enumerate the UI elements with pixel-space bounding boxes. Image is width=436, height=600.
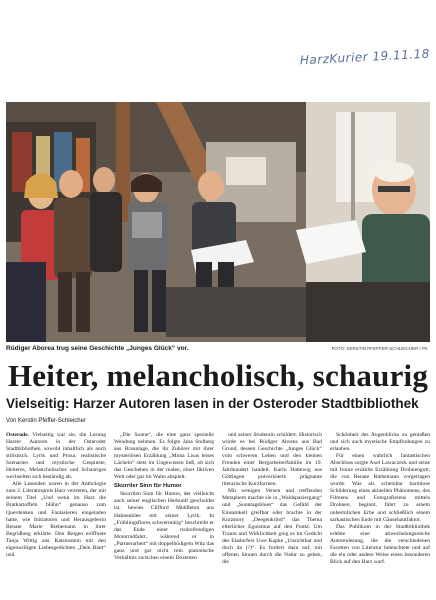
photo-caption: Rüdiger Aborea trug seine Geschichte „Junges Glück“ vor.	[6, 345, 189, 352]
article-column	[114, 432, 214, 596]
article-subheadline: Vielseitig: Harzer Autoren lasen in der Osteroder Stadtbibliothek	[6, 396, 419, 411]
paragraph-text: Vielseitig war sie, die Lesung Harzer Autoren in der Osteroder Stadtbibliothek, sowohl inhaltlich als auch stilistisch. Lyrik und Prosa, realistische Szenarien und mystische Gespinste, Heiteres, Melancholisches und Schauriges wechselten sich beständig ab.	[6, 432, 106, 481]
paragraph-text: Das Publikum in der Stadtbibliothek erlebte eine abwechslungsreiche Autorenlesung, die die verschiedenen Facetten von Literatur beleuchtete und auf die ein oder andere Weise einen besonderen Blick auf den Harz warf.	[330, 523, 430, 565]
article-paragraph	[114, 491, 214, 561]
paragraph-text: und seiner Studentin schildert. Historisch wurde es bei Rüdiger Aborea aus Bad Grund, dessen Geschichte „Junges Glück“ vom schweren Leben und den kleinen Freuden einer Bergarbeiterfamilie im 19. Jahrhundert handelt. Karin Hattewig aus Göttingen pulverisierte prägnante literarische Kurzformen.	[222, 432, 322, 488]
paragraph-text: Mit wenigen Versen und treffenden Metaphern machte sie in „Waldspaziergang“ und „Sonntagsblues“ das Gefühl der Einsamkeit greifbar oder brachte in der Kurzstory „Deegenkrind“ das Thema elterlicher Egoismus auf den Punkt. Um Traum und Wirklichkeit ging es im Gedicht des Eladorfers Uwe Kapke „Unsichtbar und doch da (?)“. Es fordert dazu auf, mit offenen Sinnen durch die Natur zu gehen, die	[222, 488, 322, 565]
article-paragraph	[222, 432, 322, 488]
article-paragraph	[222, 488, 322, 566]
article-photo	[6, 102, 430, 342]
paragraph-text: „Die Sonne“, die eine ganz spezielle Wendung nehmen. Es folgte Jana Stolberg aus Braunlage, die ihr Zuhörer mit ihrer mysteriösen Erzählung „Mona Lisas leises Lächeln“ stets im Ungewissen ließ, ob sich das Geschehen in der realen, einer fiktiven Welt oder gar im Wahn abspielt.	[114, 432, 214, 481]
article-paragraph	[6, 432, 106, 481]
article-paragraph	[330, 453, 430, 523]
article-paragraph	[6, 481, 106, 559]
article-column	[330, 432, 430, 596]
article-column	[6, 432, 106, 596]
paragraph-text: Alle Lesenden waren in der Anthologie zum 2. Literaturpreis Harz vertreten, der mit seinem Titel „Und wenn im Harz die Bratkartoffeln blühn“ genauso zum Querdenken und Fantasieren eingeladen hatte, wie Initiatoren und Herausgeberin Renate Marie Riehemann in ihrer Begrüßung erklärte. Den Reigen eröffnete Tanja Wittig aus Katzenstein mit den eigenwilligen Liebesgedichten „Dein Blatt“ und	[6, 481, 106, 558]
paragraph-text: Für einen wahrlich fantastischen Abschluss sorgte Axel Lawaczeck und seine mit Ironie erzählte Erzählung Drohnengott, die von Renate Riehemann vorgetragen wurde. Was als scheinbar harmlose Schilderung eines aktuellen Phänomens, des Filmens und Fotografierens mittels Drohnen, beginnt, führt zu einem unheimlichen Erbe und schließlich einem sarkastischen Ende mit Gänsehautfaktor.	[330, 453, 430, 523]
article-subheading: Skurriler Sinn für Humor	[114, 483, 182, 490]
article-paragraph	[330, 432, 430, 453]
article-paragraph	[330, 524, 430, 566]
paragraph-text: Skurrilen Sinn für Humor, der vielleicht auch seiner englischen Herkunft geschuldet ist, bewies Clifford Middleton aus Hahnenklee mit seiner Lyrik. In „Frühlingsflores schwermütig“ beschreibt er das Ende einer risikofreudigen Motorradfahrt, während er in „Partnerarbeit“ mit doppelbödigem Witz das ganz und gar nicht rein platonische Verhältnis zwischen einem Dozenten	[114, 491, 214, 561]
article-column	[222, 432, 322, 596]
photo-credit: FOTO: KERSTIN PFEFFER-SCHLEICHER / PK	[331, 346, 428, 351]
article-body	[6, 432, 430, 596]
article-paragraph	[114, 432, 214, 481]
article-byline: Von Kerstin Pfeffer-Schleicher	[6, 418, 86, 424]
article-headline: Heiter, melancholisch, schaurig	[7, 358, 429, 393]
reading-audience-photo	[6, 102, 430, 342]
handwritten-source-note: HarzKurier 19.11.18	[299, 46, 431, 68]
dateline: Osterode.	[6, 432, 30, 438]
paragraph-text: Schönheit des Augenblicks zu genießen und sich auch mystische Empfindungen zu erlauben.	[330, 432, 430, 453]
